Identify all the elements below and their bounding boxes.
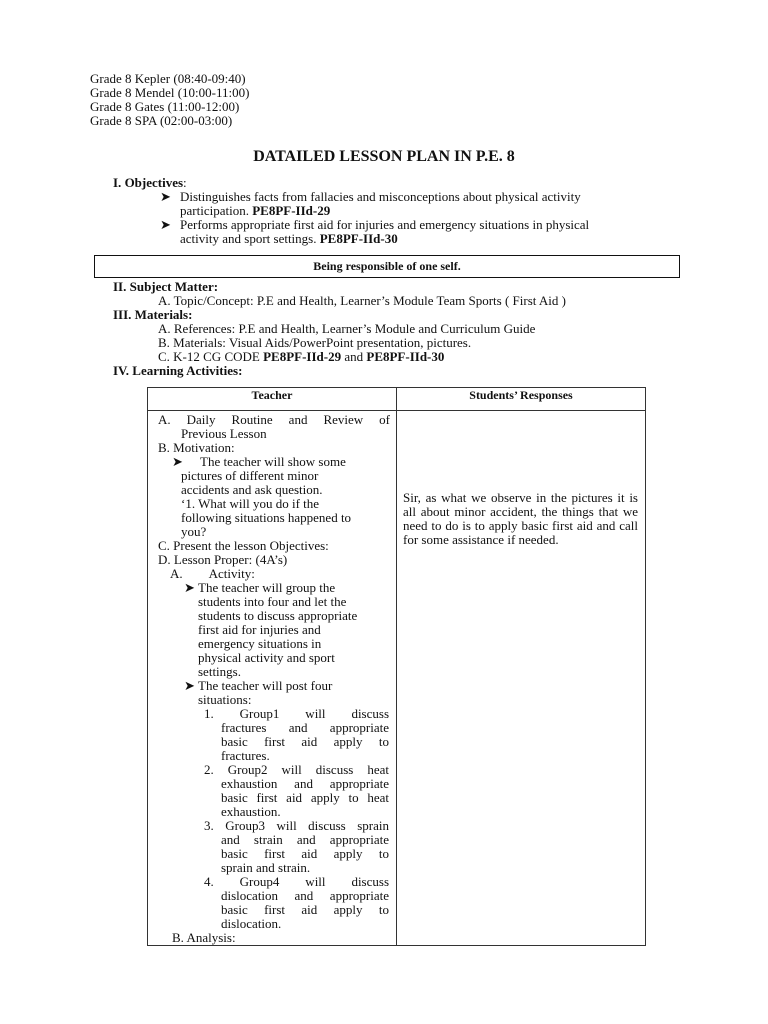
group-item: 2. Group2 will discuss heat	[204, 762, 389, 777]
objective-1-line2: participation.	[180, 203, 249, 218]
group-item: and strain and appropriate	[221, 832, 389, 847]
objective-item-1	[160, 190, 581, 204]
arrow-bullet-icon: ➤	[184, 580, 195, 595]
group-item: exhaustion and appropriate	[221, 776, 389, 791]
students-response-cell	[397, 411, 646, 946]
cg-code-label: C. K-12 CG CODE	[158, 349, 264, 364]
materials-visual-aids: B. Materials: Visual Aids/PowerPoint presentation, pictures.	[158, 335, 472, 350]
group-item: basic first aid apply to	[221, 846, 389, 861]
class-schedule	[90, 72, 249, 128]
teacher-line: accidents and ask question.	[181, 482, 323, 497]
subject-matter-topic: A. Topic/Concept: P.E and Health, Learner’s Module Team Sports ( First Aid )	[158, 293, 566, 308]
schedule-line: Grade 8 Gates (11:00-12:00)	[90, 99, 240, 114]
schedule-line: Grade 8 Mendel (10:00-11:00)	[90, 85, 250, 100]
group-item: fractures.	[221, 748, 270, 763]
teacher-line: Previous Lesson	[181, 426, 267, 441]
teacher-column-header: Teacher	[148, 388, 397, 411]
objectives-colon: :	[183, 175, 187, 190]
group-item: basic first aid apply to	[221, 902, 389, 917]
objectives-number: I.	[113, 175, 122, 190]
page-title: DATAILED LESSON PLAN IN P.E. 8	[253, 148, 515, 165]
teacher-line: following situations happened to	[181, 510, 352, 525]
teacher-line: you?	[181, 524, 207, 539]
teacher-cell	[148, 411, 397, 946]
arrow-bullet-icon: ➤	[160, 217, 171, 232]
objective-2-code: PE8PF-IId-30	[319, 231, 398, 246]
group-item: dislocation.	[221, 916, 282, 931]
values-banner: Being responsible of one self.	[94, 255, 680, 278]
cg-code-and: and	[341, 349, 367, 364]
teacher-line: settings.	[198, 664, 241, 679]
cg-code-30: PE8PF-IId-30	[366, 349, 445, 364]
teacher-line: first aid for injuries and	[198, 622, 321, 637]
teacher-line: emergency situations in	[198, 636, 322, 651]
objective-item-2-cont	[180, 232, 398, 246]
student-response: Sir, as what we observe in the pictures it is all about minor accident, the things that we need to do is to apply basic first aid and call for some assistance if needed.	[403, 490, 638, 547]
teacher-line: The teacher will show some	[200, 454, 346, 469]
objective-2-line1: Performs appropriate first aid for injuries and emergency situations in physical	[180, 217, 590, 232]
teacher-line: B. Motivation:	[158, 440, 235, 455]
students-column-header: Students’ Responses	[397, 388, 646, 411]
teacher-line: D. Lesson Proper: (4A’s)	[158, 552, 288, 567]
materials-references: A. References: P.E and Health, Learner’s Module and Curriculum Guide	[158, 321, 536, 336]
objective-item-2	[160, 218, 589, 232]
teacher-line: C. Present the lesson Objectives:	[158, 538, 329, 553]
teacher-line: physical activity and sport	[198, 650, 335, 665]
materials-heading: III. Materials:	[113, 307, 193, 322]
cg-code-29: PE8PF-IId-29	[263, 349, 342, 364]
teacher-line: The teacher will post four	[198, 678, 333, 693]
materials-cg-code	[158, 350, 444, 364]
activity-label: Activity:	[208, 566, 255, 581]
schedule-line: Grade 8 Kepler (08:40-09:40)	[90, 71, 246, 86]
learning-activities-heading: IV. Learning Activities:	[113, 363, 243, 378]
arrow-bullet-icon: ➤	[184, 678, 195, 693]
subject-matter-heading: II. Subject Matter:	[113, 279, 219, 294]
group-item: fractures and appropriate	[221, 720, 389, 735]
teacher-line: A. Daily Routine and Review of	[158, 412, 390, 427]
teacher-line: students to discuss appropriate	[198, 608, 358, 623]
objectives-heading	[113, 176, 187, 190]
objective-item-1-cont	[180, 204, 330, 218]
objective-2-line2: activity and sport settings.	[180, 231, 317, 246]
learning-activities-table	[147, 387, 646, 946]
activity-number: A.	[170, 566, 183, 581]
arrow-bullet-icon: ➤	[172, 454, 183, 469]
group-item: 3. Group3 will discuss sprain	[204, 818, 389, 833]
analysis-heading: B. Analysis:	[172, 930, 236, 945]
group-item: exhaustion.	[221, 804, 281, 819]
activity-bullet	[184, 581, 335, 595]
table-header-row	[148, 388, 646, 411]
motivation-bullet	[172, 455, 346, 469]
arrow-bullet-icon: ➤	[160, 189, 171, 204]
objectives-label: Objectives	[124, 175, 184, 190]
teacher-line: ‘1. What will you do if the	[181, 496, 320, 511]
activity-bullet	[184, 679, 332, 693]
group-item: basic first aid apply to	[221, 734, 389, 749]
group-item: basic first aid apply to heat	[221, 790, 389, 805]
teacher-line: students into four and let the	[198, 594, 347, 609]
group-item: 4. Group4 will discuss	[204, 874, 389, 889]
group-item: 1. Group1 will discuss	[204, 706, 389, 721]
activity-heading	[170, 567, 255, 581]
table-row	[148, 411, 646, 946]
teacher-line: The teacher will group the	[198, 580, 336, 595]
objective-1-code: PE8PF-IId-29	[252, 203, 331, 218]
teacher-line: situations:	[198, 692, 252, 707]
group-item: sprain and strain.	[221, 860, 311, 875]
teacher-line: pictures of different minor	[181, 468, 319, 483]
schedule-line: Grade 8 SPA (02:00-03:00)	[90, 113, 233, 128]
objective-1-line1: Distinguishes facts from fallacies and misconceptions about physical activity	[180, 189, 581, 204]
group-item: dislocation and appropriate	[221, 888, 389, 903]
